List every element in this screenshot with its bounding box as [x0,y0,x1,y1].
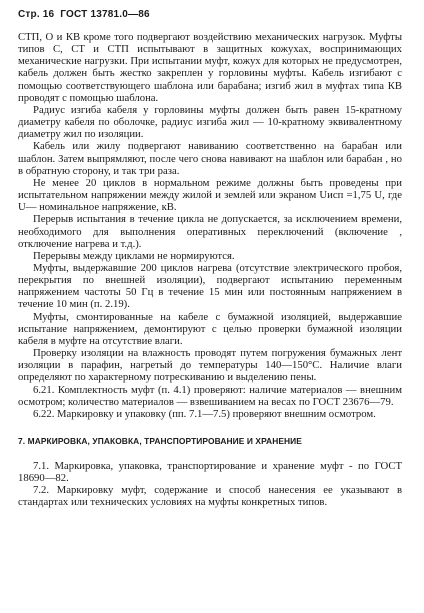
paragraph: Перерыв испытания в течение цикла не допускается, за исключением времени, необходимого для выполнения оперативных переключений (включение , отключение нагрева и т.д.). [18,213,402,250]
document-code: ГОСТ 13781.0—86 [60,9,150,20]
paragraph: 7.1. Маркировка, упаковка, транспортирование и хранение муфт - по ГОСТ 18690—82. [18,460,402,485]
paragraph: 6.21. Комплектность муфт (п. 4.1) проверяют: наличие материалов — внешним осмотром; количество материалов — взвешиванием на весах по ГОСТ 23676—79. [18,383,402,408]
section-heading: 7. МАРКИРОВКА, УПАКОВКА, ТРАНСПОРТИРОВАНИЕ И ХРАНЕНИЕ [18,436,302,446]
paragraph: СТП, О и КВ кроме того подвергают воздействию механических нагрузок. Муфты типов С, СТ и СТП испытывают в защитных кожухах, воспринимающих механические нагрузки. При испытании муфт, кожух для которых не предусмотрен, кабель должен быть жестко закреплен у горловины муфты. Кабель изгибают с помощью соответствующего шаблона или барабана; изгиб жил в муфтах типа КВ проводят с помощью шаблона. [18,31,402,104]
paragraph: Муфты, смонтированные на кабеле с бумажной изоляцией, выдержавшие испытание напряжением, демонтируют с целью проверки бумажной изоляции кабеля в муфте на отсутствие влаги. [18,310,402,347]
paragraph: Кабель или жилу подвергают навиванию соответственно на барабан или шаблон. Затем выпрямляют, после чего снова навивают на шаблон или барабан , но в обратную сторону, и так три раза. [18,140,402,177]
body-text [18,31,402,420]
paragraph: Не менее 20 циклов в нормальном режиме должны быть проведены при испытательном напряжении между жилой и землей или экраном Uисп =1,75 U, где U— номинальное напряжение, кВ. [18,176,402,214]
paragraph: Проверку изоляции на влажность проводят путем погружения бумажных лент изоляции в парафин, нагретый до температуры 140—150°С. Наличие влаги определяют по характерному потрескиванию и выделению пены. [18,347,402,384]
paragraph: Муфты, выдержавшие 200 циклов нагрева (отсутствие электрического пробоя, перекрытия по внешней изоляции), подвергают испытанию переменным напряжением частоты 50 Гц в течение 15 мин или постоянным напряжением в течение 10 мин (п. 2.19). [18,261,402,311]
paragraph: 6.22. Маркировку и упаковку (пп. 7.1—7.5) проверяют внешним осмотром. [33,407,376,420]
page-number: Стр. 16 [18,9,55,20]
paragraph: Перерывы между циклами не нормируются. [33,249,235,262]
paragraph: Радиус изгиба кабеля у горловины муфты должен быть равен 15-кратному диаметру кабеля по оболочке, радиус изгиба жил — 10-кратному эквивалентному диаметру жил по изоляции. [18,103,402,141]
section-body [18,460,402,509]
page-header [18,9,402,20]
paragraph: 7.2. Маркировку муфт, содержание и способ нанесения ее указывают в стандартах или технических условиях на муфты конкретных типов. [18,484,402,509]
